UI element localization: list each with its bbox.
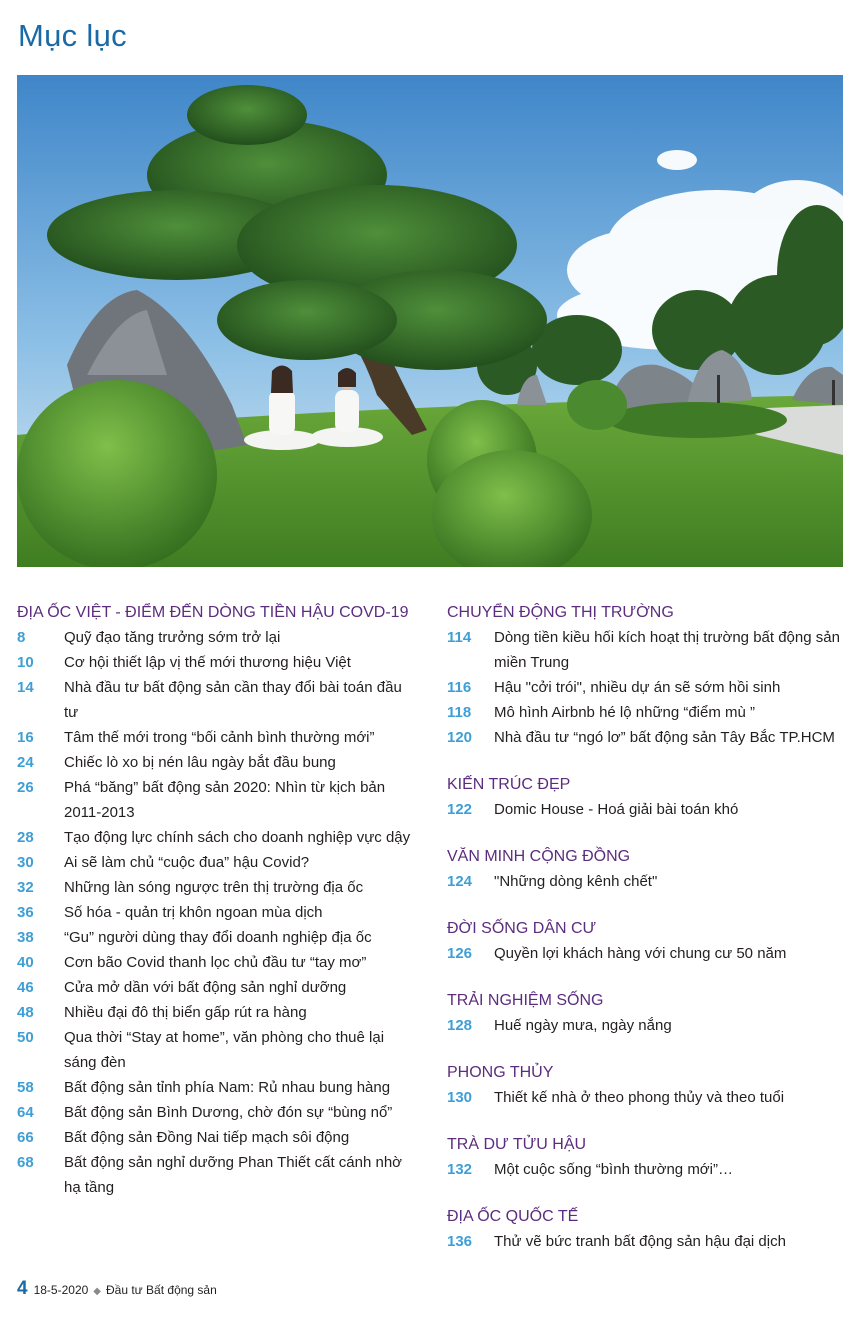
toc-entry[interactable] [447,725,847,750]
toc-section [447,916,847,966]
entry-title: Mô hình Airbnb hé lộ những “điểm mù ” [494,704,756,721]
entry-title: Số hóa - quản trị khôn ngoan mùa dịch [64,904,323,921]
entry-page-number: 48 [17,1004,34,1021]
entry-page-number: 38 [17,929,34,946]
entry-page-number: 10 [17,654,34,671]
toc-entry[interactable] [447,700,847,725]
entry-page-number: 24 [17,754,34,771]
hero-photo [17,75,843,567]
entry-page-number: 128 [447,1017,473,1034]
entry-page-number: 32 [17,879,34,896]
entry-title: Quỹ đạo tăng trưởng sớm trở lại [64,629,281,646]
footer-publication: Đầu tư Bất động sản [106,1283,217,1297]
entry-title: Tâm thế mới trong “bối cảnh bình thường mới” [64,729,375,746]
entry-page-number: 136 [447,1233,473,1250]
entry-title: Ai sẽ làm chủ “cuộc đua” hậu Covid? [64,854,310,871]
entry-page-number: 126 [447,945,473,962]
toc-section [447,1060,847,1110]
toc-section [447,988,847,1038]
entry-title: Tạo động lực chính sách cho doanh nghiệp vực dậy [64,829,411,846]
section-heading: ĐỊA ỐC QUỐC TẾ [447,1208,579,1225]
toc-entry[interactable] [17,1150,417,1200]
toc-entry[interactable] [17,750,417,775]
entry-page-number: 26 [17,779,34,796]
entry-title: Những làn sóng ngược trên thị trường địa ốc [64,879,364,896]
section-heading: PHONG THỦY [447,1064,554,1081]
entry-page-number: 40 [17,954,34,971]
toc-entry[interactable] [17,900,417,925]
entry-title: Bất động sản Đồng Nai tiếp mạch sôi động [64,1129,350,1146]
toc-entry[interactable] [17,725,417,750]
toc-entry[interactable] [447,869,847,894]
toc-section [447,772,847,822]
toc-section [17,600,417,1200]
entry-page-number: 68 [17,1154,34,1171]
entry-page-number: 124 [447,873,473,890]
entry-page-number: 50 [17,1029,34,1046]
entry-title: Qua thời “Stay at home”, văn phòng cho thuê lại sáng đèn [64,1029,385,1071]
entry-title: Một cuộc sống “bình thường mới”… [494,1161,733,1178]
entry-page-number: 46 [17,979,34,996]
toc-entry[interactable] [17,825,417,850]
toc-entry[interactable] [17,675,417,725]
entry-page-number: 64 [17,1104,34,1121]
entry-page-number: 16 [17,729,34,746]
entry-title: Cơ hội thiết lập vị thế mới thương hiệu Việt [64,654,351,671]
toc-entry[interactable] [17,975,417,1000]
toc-section [447,600,847,750]
toc-entry[interactable] [447,797,847,822]
entry-page-number: 66 [17,1129,34,1146]
toc-section [447,1204,847,1254]
entry-page-number: 14 [17,679,34,696]
entry-title: Huế ngày mưa, ngày nắng [494,1017,672,1034]
toc-right-column [447,600,847,1276]
toc-entry[interactable] [447,675,847,700]
entry-title: Nhà đầu tư bất động sản cần thay đổi bài toán đầu tư [64,679,402,721]
footer-separator: ◆ [93,1286,101,1297]
entry-page-number: 114 [447,629,472,646]
toc-entry[interactable] [17,850,417,875]
entry-page-number: 130 [447,1089,473,1106]
section-heading: VĂN MINH CỘNG ĐỒNG [447,848,631,865]
entry-title: “Gu” người dùng thay đổi doanh nghiệp địa ốc [64,929,372,946]
toc-section [447,1132,847,1182]
section-heading: CHUYỂN ĐỘNG THỊ TRƯỜNG [447,604,674,621]
toc-entry[interactable] [17,950,417,975]
entry-page-number: 116 [447,679,472,696]
toc-section [447,844,847,894]
toc-entry[interactable] [17,650,417,675]
entry-title: Bất động sản Bình Dương, chờ đón sự “bùng nổ” [64,1104,393,1121]
toc-entry[interactable] [17,1100,417,1125]
section-heading: ĐỜI SỐNG DÂN CƯ [447,920,597,937]
toc-left-column [17,600,417,1222]
entry-page-number: 58 [17,1079,34,1096]
entry-title: Nhiều đại đô thị biển gấp rút ra hàng [64,1004,307,1021]
section-heading: TRẢI NGHIỆM SỐNG [447,992,604,1009]
entry-page-number: 28 [17,829,34,846]
toc-entry[interactable] [447,1085,847,1110]
entry-page-number: 132 [447,1161,473,1178]
toc-entry[interactable] [447,625,847,675]
entry-page-number: 122 [447,801,473,818]
entry-title: Hậu "cởi trói", nhiều dự án sẽ sớm hồi sinh [494,679,781,696]
toc-entry[interactable] [17,1025,417,1075]
entry-title: Bất động sản nghỉ dưỡng Phan Thiết cất cánh nhờ hạ tầng [64,1154,403,1196]
entry-title: Thiết kế nhà ở theo phong thủy và theo tuổi [494,1089,785,1106]
section-heading: ĐỊA ỐC VIỆT - ĐIỂM ĐẾN DÒNG TIỀN HẬU COVD-19 [17,604,409,621]
entry-title: Quyền lợi khách hàng với chung cư 50 năm [494,945,787,962]
entry-title: Dòng tiền kiều hối kích hoạt thị trường bất động sản miền Trung [494,629,840,671]
entry-title: Cửa mở dần với bất động sản nghỉ dưỡng [64,979,347,996]
toc-entry[interactable] [17,625,417,650]
toc-entry[interactable] [447,1013,847,1038]
toc-entry[interactable] [17,1000,417,1025]
entry-page-number: 30 [17,854,34,871]
footer-page-number: 4 [17,1278,28,1299]
entry-title: Domic House - Hoá giải bài toán khó [494,801,739,818]
page-footer [17,1278,217,1300]
toc-entry[interactable] [447,941,847,966]
section-heading: KIẾN TRÚC ĐẸP [447,776,571,793]
entry-title: Nhà đầu tư “ngó lơ” bất động sản Tây Bắc TP.HCM [494,729,835,746]
toc-entry[interactable] [17,1125,417,1150]
entry-title: Chiếc lò xo bị nén lâu ngày bắt đầu bung [64,754,336,771]
toc-entry[interactable] [17,775,417,825]
footer-date: 18-5-2020 [33,1283,89,1297]
toc-entry[interactable] [447,1229,847,1254]
entry-title: Thử vẽ bức tranh bất động sản hậu đại dịch [494,1233,786,1250]
entry-title: "Những dòng kênh chết" [494,873,658,890]
entry-page-number: 36 [17,904,34,921]
entry-page-number: 120 [447,729,473,746]
section-heading: TRÀ DƯ TỬU HẬU [447,1136,587,1153]
entry-page-number: 118 [447,704,472,721]
entry-page-number: 8 [17,629,26,646]
toc-entry[interactable] [447,1157,847,1182]
entry-title: Cơn bão Covid thanh lọc chủ đầu tư “tay mơ” [64,954,367,971]
page-title: Mục lục [18,18,127,53]
entry-title: Bất động sản tỉnh phía Nam: Rủ nhau bung hàng [64,1079,391,1096]
toc-entry[interactable] [17,1075,417,1100]
toc-entry[interactable] [17,925,417,950]
entry-title: Phá “băng” bất động sản 2020: Nhìn từ kịch bản 2011-2013 [64,779,386,821]
toc-entry[interactable] [17,875,417,900]
